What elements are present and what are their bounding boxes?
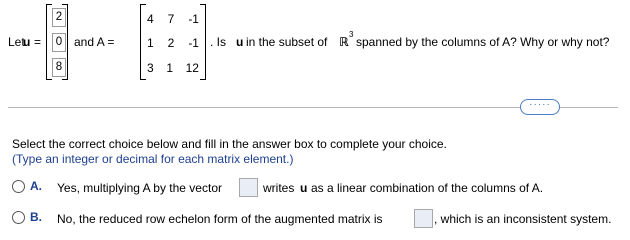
a-21: 1: [147, 36, 154, 50]
prompt-tail: spanned by the columns of A? Why or why not?: [356, 35, 610, 49]
a-right-bracket: [200, 4, 206, 80]
a-33: 12: [185, 61, 199, 75]
choice-b-radio[interactable]: [12, 211, 25, 224]
u-entry-1: 2: [52, 8, 66, 27]
let-label: Let: [8, 35, 25, 49]
equals-sign: =: [34, 35, 42, 49]
choice-a-answer-box[interactable]: [239, 178, 258, 197]
matrix-row-2: [147, 36, 199, 50]
choice-a-letter: A.: [30, 179, 42, 193]
more-button[interactable]: ·····: [520, 99, 560, 115]
a-22: 2: [167, 36, 175, 50]
matrix-row-3: [147, 61, 199, 75]
choice-b-letter: B.: [30, 210, 42, 224]
a-left-bracket: [140, 4, 146, 80]
choice-b-text-before: No, the reduced row echelon form of the augmented matrix is: [57, 212, 383, 226]
a-32: 1: [166, 61, 173, 75]
u-vector: [46, 4, 68, 80]
a-13: -1: [188, 12, 199, 26]
u-entry-3: 8: [52, 58, 66, 77]
choice-b-text-after-1: , which is an inconsistent system.: [434, 212, 612, 226]
matrix-a: [140, 4, 206, 80]
and-a-label: and A =: [74, 35, 115, 49]
matrix-row-1: [147, 12, 199, 26]
choice-a-u: u: [300, 181, 308, 195]
instruction-line-1: Select the correct choice below and fill in the answer box to complete your choice.: [12, 137, 447, 151]
space-exponent: 3: [349, 30, 354, 39]
choice-b-answer-box[interactable]: [414, 209, 433, 228]
instruction-line-2: (Type an integer or decimal for each matrix element.): [12, 152, 294, 166]
a-12: 7: [167, 12, 175, 26]
prompt-lead: . Is: [210, 35, 227, 49]
prompt-u: u: [236, 35, 244, 49]
choice-a-radio[interactable]: [12, 180, 25, 193]
prompt-mid: in the subset of: [246, 35, 328, 49]
space-symbol: ℝ: [339, 35, 349, 49]
a-31: 3: [147, 61, 154, 75]
a-11: 4: [147, 12, 154, 26]
u-entry-2: 0: [52, 33, 66, 52]
a-23: -1: [188, 36, 199, 50]
choice-a-text-after-1: writes: [263, 181, 295, 195]
u-symbol: u: [23, 35, 31, 49]
choice-a-text-before: Yes, multiplying A by the vector: [57, 181, 222, 195]
choice-a-text-after-2: as a linear combination of the columns of A.: [311, 181, 544, 195]
